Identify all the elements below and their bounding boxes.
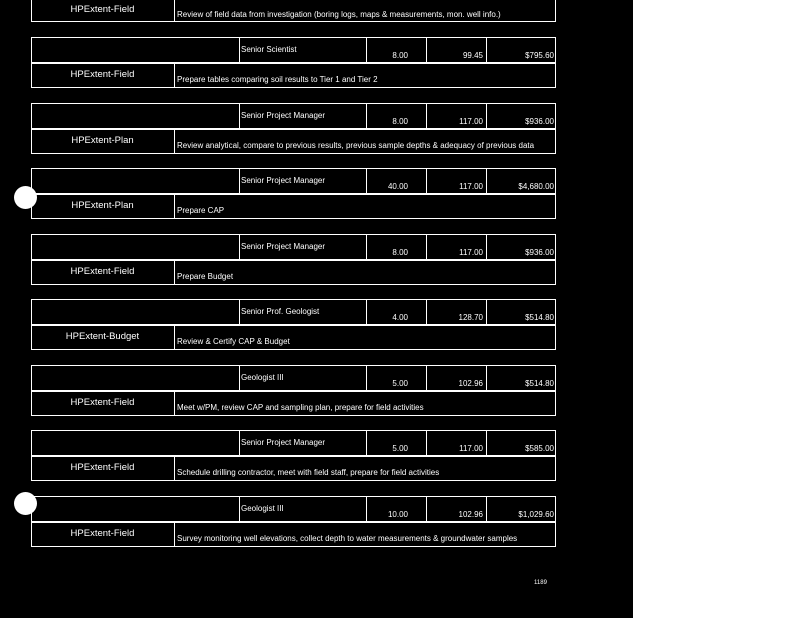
task-category: HPExtent-Field: [70, 265, 135, 277]
amount-value: $514.80: [525, 313, 554, 322]
rate-value: 117.00: [459, 116, 483, 126]
task-description: Schedule drilling contractor, meet with field staff, prepare for field activities: [177, 468, 440, 477]
column-divider: [426, 103, 427, 129]
staff-role: Senior Project Manager: [241, 176, 326, 185]
column-divider: [174, 260, 175, 285]
column-divider: [486, 430, 487, 456]
column-divider: [486, 234, 487, 260]
hours-value: 40.00: [387, 182, 408, 191]
rate-value: 128.70: [458, 313, 483, 322]
column-divider: [174, 522, 175, 547]
entry-block: [31, 299, 556, 351]
column-divider: [486, 168, 487, 194]
top-partial-row: [31, 0, 556, 22]
column-divider: [486, 37, 487, 63]
rate-value: 99.45: [462, 51, 483, 60]
column-divider: [174, 325, 175, 350]
rate-value: 102.96: [458, 509, 483, 519]
column-divider: [426, 37, 427, 63]
page-number: 1189: [534, 580, 547, 586]
column-divider: [239, 168, 240, 194]
entry-block: [31, 430, 556, 482]
column-divider: [174, 129, 175, 154]
entry-block: [31, 37, 556, 89]
amount-value: $936.00: [525, 247, 554, 257]
hours-value: 8.00: [392, 51, 408, 60]
column-divider: [426, 365, 427, 391]
task-category: HPExtent-Plan: [71, 134, 134, 146]
column-divider: [486, 299, 487, 325]
column-divider: [426, 430, 427, 456]
column-divider: [174, 63, 175, 88]
column-divider: [426, 299, 427, 325]
task-category: HPExtent-Field: [70, 69, 135, 80]
entry-block: [31, 168, 556, 220]
column-divider: [239, 299, 240, 325]
column-divider: [366, 496, 367, 522]
column-divider: [486, 496, 487, 522]
hours-value: 5.00: [392, 378, 408, 388]
entry-block: [31, 496, 556, 548]
punch-hole: [14, 492, 37, 515]
column-divider: [239, 37, 240, 63]
amount-value: $4,680.00: [518, 182, 554, 191]
amount-value: $514.80: [525, 378, 554, 388]
staff-role: Senior Scientist: [241, 45, 297, 54]
task-description: Review & Certify CAP & Budget: [177, 337, 290, 346]
amount-value: $1,029.60: [518, 509, 554, 519]
column-divider: [426, 234, 427, 260]
hours-value: 5.00: [392, 444, 408, 453]
task-category: HPExtent-Field: [70, 527, 135, 539]
hours-value: 8.00: [392, 116, 408, 126]
column-divider: [366, 168, 367, 194]
task-category: HPExtent-Field: [70, 4, 135, 15]
entry-block: [31, 365, 556, 417]
task-description: Prepare tables comparing soil results to Tier 1 and Tier 2: [177, 75, 378, 84]
amount-value: $585.00: [525, 444, 554, 453]
column-divider: [239, 365, 240, 391]
rate-value: 117.00: [459, 182, 483, 191]
column-divider: [366, 365, 367, 391]
column-divider: [366, 299, 367, 325]
task-description: Survey monitoring well elevations, collect depth to water measurements & groundwater samples: [177, 533, 518, 543]
column-divider: [366, 103, 367, 129]
task-category: HPExtent-Budget: [65, 331, 140, 342]
task-description: Meet w/PM, review CAP and sampling plan, prepare for field activities: [177, 402, 424, 412]
column-divider: [174, 456, 175, 481]
column-divider: [486, 103, 487, 129]
column-divider: [366, 234, 367, 260]
column-divider: [174, 391, 175, 416]
rate-value: 102.96: [458, 378, 483, 388]
column-divider: [426, 496, 427, 522]
rate-value: 117.00: [459, 444, 483, 453]
staff-role: Senior Project Manager: [241, 110, 326, 120]
task-description: Prepare CAP: [177, 206, 225, 215]
column-divider: [174, 194, 175, 219]
column-divider: [174, 0, 175, 22]
entry-block: [31, 234, 556, 286]
hours-value: 8.00: [392, 247, 408, 257]
task-description: Prepare Budget: [177, 271, 234, 281]
task-description: Review of field data from investigation (boring logs, maps & measurements, mon. well info.): [177, 10, 501, 19]
staff-role: Geologist III: [241, 503, 284, 513]
entry-block: [31, 103, 556, 155]
column-divider: [426, 168, 427, 194]
column-divider: [239, 234, 240, 260]
column-divider: [239, 430, 240, 456]
task-category: HPExtent-Field: [70, 462, 135, 473]
punch-hole: [14, 186, 37, 209]
task-category: HPExtent-Plan: [71, 200, 134, 211]
amount-value: $936.00: [525, 116, 554, 126]
staff-role: Senior Prof. Geologist: [241, 307, 320, 316]
task-category: HPExtent-Field: [70, 396, 135, 408]
rate-value: 117.00: [459, 247, 483, 257]
column-divider: [366, 430, 367, 456]
staff-role: Geologist III: [241, 372, 284, 382]
task-description: Review analytical, compare to previous results, previous sample depths & adequacy of previous data: [177, 140, 535, 150]
amount-value: $795.60: [525, 51, 554, 60]
column-divider: [486, 365, 487, 391]
staff-role: Senior Project Manager: [241, 241, 326, 251]
staff-role: Senior Project Manager: [241, 438, 326, 447]
column-divider: [239, 103, 240, 129]
hours-value: 10.00: [387, 509, 408, 519]
column-divider: [366, 37, 367, 63]
column-divider: [239, 496, 240, 522]
hours-value: 4.00: [392, 313, 408, 322]
